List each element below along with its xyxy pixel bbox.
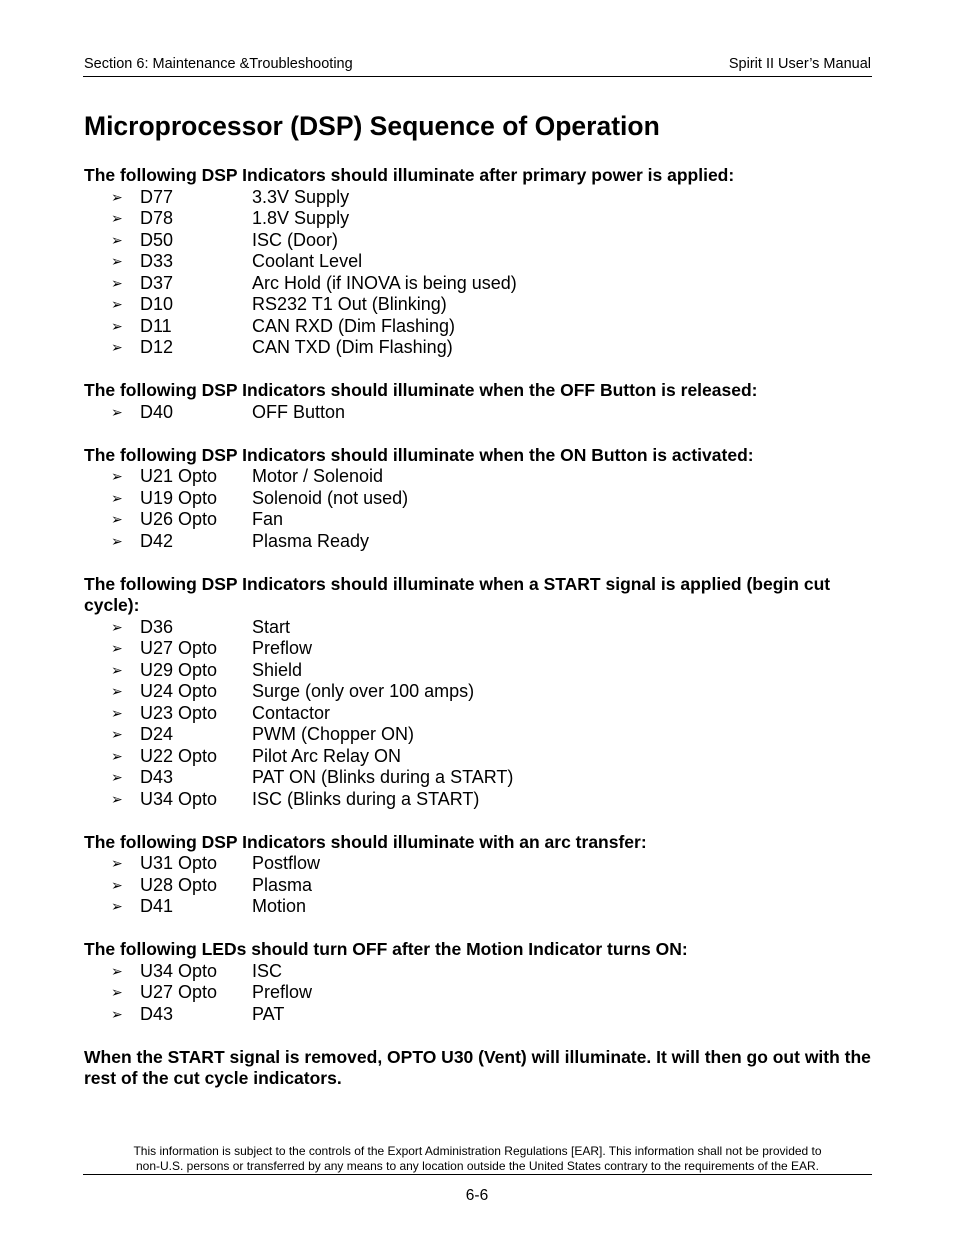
list-item — [84, 509, 874, 531]
indicator-description: Surge (only over 100 amps) — [252, 681, 475, 701]
indicator-code: U24 Opto — [140, 681, 218, 701]
arrow-bullet-icon: ➢ — [111, 661, 123, 678]
closing-note: When the START signal is removed, OPTO U30 (Vent) will illuminate. It will then go out with the rest of the cut cycle indicators. — [84, 1046, 871, 1088]
indicator-code: D11 — [140, 315, 172, 336]
indicator-list — [84, 853, 874, 918]
page-number: 6-6 — [465, 1187, 489, 1204]
list-item — [84, 187, 874, 209]
indicator-description: Fan — [252, 509, 284, 529]
indicator-section — [84, 939, 874, 1025]
list-item — [84, 337, 874, 359]
arrow-bullet-icon: ➢ — [111, 898, 123, 914]
list-item — [84, 294, 874, 316]
arrow-bullet-icon: ➢ — [111, 317, 123, 334]
arrow-bullet-icon: ➢ — [111, 231, 123, 248]
arrow-bullet-icon: ➢ — [111, 489, 123, 506]
list-item — [84, 853, 874, 875]
arrow-bullet-icon: ➢ — [111, 188, 123, 205]
indicator-code: D41 — [140, 896, 174, 916]
indicator-description: Start — [252, 616, 291, 637]
section-heading: The following DSP Indicators should illuminate when a START signal is applied (begin cut cycle): — [84, 573, 831, 615]
arrow-bullet-icon: ➢ — [111, 511, 123, 527]
indicator-section — [84, 574, 874, 811]
arrow-bullet-icon: ➢ — [111, 296, 123, 312]
page-header — [83, 56, 872, 77]
indicator-code: D33 — [140, 251, 174, 271]
indicator-code: D50 — [140, 229, 174, 250]
indicator-code: U19 Opto — [140, 487, 218, 508]
indicator-code: U27 Opto — [140, 638, 218, 658]
indicator-code: U22 Opto — [140, 745, 218, 766]
indicator-description: CAN TXD (Dim Flashing) — [252, 337, 453, 357]
indicator-code: U21 Opto — [140, 466, 218, 486]
arrow-bullet-icon: ➢ — [111, 403, 123, 420]
arrow-bullet-icon: ➢ — [111, 640, 123, 656]
arrow-bullet-icon: ➢ — [111, 532, 123, 549]
indicator-description: 3.3V Supply — [252, 186, 350, 207]
indicator-code: U23 Opto — [140, 702, 218, 723]
arrow-bullet-icon: ➢ — [111, 855, 123, 871]
list-item — [84, 875, 874, 897]
indicator-description: ISC — [252, 960, 283, 981]
list-item — [84, 402, 874, 424]
indicator-description: ISC (Door) — [252, 229, 339, 250]
arrow-bullet-icon: ➢ — [111, 747, 123, 764]
arrow-bullet-icon: ➢ — [111, 253, 123, 269]
indicator-description: Preflow — [252, 982, 313, 1002]
list-item — [84, 466, 874, 488]
indicator-description: 1.8V Supply — [252, 208, 350, 228]
list-item — [84, 617, 874, 639]
list-item — [84, 961, 874, 983]
list-item — [84, 638, 874, 660]
indicator-description: Pilot Arc Relay ON — [252, 745, 402, 766]
indicator-section — [84, 380, 874, 423]
indicator-section — [84, 832, 874, 918]
page-title: Microprocessor (DSP) Sequence of Operation — [84, 111, 660, 141]
arrow-bullet-icon: ➢ — [111, 274, 123, 291]
indicator-description: CAN RXD (Dim Flashing) — [252, 315, 456, 336]
list-item — [84, 251, 874, 273]
indicator-description: Motion — [252, 896, 307, 916]
indicator-list — [84, 187, 874, 359]
section-heading: The following DSP Indicators should illuminate when the OFF Button is released: — [84, 380, 758, 400]
indicator-sections — [84, 165, 874, 1025]
arrow-bullet-icon: ➢ — [111, 769, 123, 785]
list-item — [84, 896, 874, 918]
section-heading: The following DSP Indicators should illuminate after primary power is applied: — [84, 165, 735, 185]
list-item — [84, 1004, 874, 1026]
indicator-code: U26 Opto — [140, 509, 218, 529]
indicator-section — [84, 165, 874, 359]
export-notice-line-2: non-U.S. persons or transferred by any means to any location outside the United States contrary to the requirements of the EAR. — [135, 1158, 820, 1173]
list-item — [84, 703, 874, 725]
indicator-section — [84, 445, 874, 553]
indicator-code: U29 Opto — [140, 659, 218, 680]
indicator-description: Shield — [252, 659, 303, 680]
arrow-bullet-icon: ➢ — [111, 1005, 123, 1022]
indicator-code: D36 — [140, 616, 174, 637]
document-body — [84, 165, 874, 1090]
arrow-bullet-icon: ➢ — [111, 790, 123, 807]
indicator-code: U31 Opto — [140, 853, 218, 873]
indicator-description: ISC (Blinks during a START) — [252, 788, 480, 809]
arrow-bullet-icon: ➢ — [111, 339, 123, 355]
header-manual-title: Spirit II User’s Manual — [728, 56, 871, 72]
list-item — [84, 767, 874, 789]
list-item — [84, 316, 874, 338]
indicator-code: D40 — [140, 401, 174, 422]
section-heading: The following DSP Indicators should illuminate when the ON Button is activated: — [84, 444, 754, 465]
arrow-bullet-icon: ➢ — [111, 618, 123, 635]
indicator-code: U34 Opto — [140, 960, 218, 981]
section-heading: The following DSP Indicators should illuminate with an arc transfer: — [84, 831, 647, 852]
indicator-list — [84, 402, 874, 424]
export-notice — [83, 1144, 872, 1175]
list-item — [84, 208, 874, 230]
indicator-description: PAT ON (Blinks during a START) — [252, 767, 514, 787]
indicator-code: U27 Opto — [140, 982, 218, 1002]
list-item — [84, 789, 874, 811]
indicator-description: RS232 T1 Out (Blinking) — [252, 294, 447, 314]
indicator-description: Postflow — [252, 853, 321, 873]
section-heading: The following LEDs should turn OFF after the Motion Indicator turns ON: — [84, 939, 688, 959]
indicator-code: D10 — [140, 294, 174, 314]
indicator-description: Plasma — [252, 874, 313, 895]
arrow-bullet-icon: ➢ — [111, 984, 123, 1000]
arrow-bullet-icon: ➢ — [111, 210, 123, 226]
indicator-code: D42 — [140, 530, 174, 551]
indicator-code: D24 — [140, 724, 174, 744]
list-item — [84, 724, 874, 746]
indicator-code: D37 — [140, 272, 174, 293]
indicator-code: D43 — [140, 1003, 174, 1024]
list-item — [84, 982, 874, 1004]
arrow-bullet-icon: ➢ — [111, 962, 123, 979]
list-item — [84, 273, 874, 295]
header-section-title: Section 6: Maintenance &Troubleshooting — [84, 56, 353, 72]
list-item — [84, 488, 874, 510]
indicator-code: D43 — [140, 767, 174, 787]
indicator-description: Contactor — [252, 702, 331, 723]
indicator-description: Arc Hold (if INOVA is being used) — [252, 272, 517, 293]
list-item — [84, 681, 874, 703]
arrow-bullet-icon: ➢ — [111, 704, 123, 721]
indicator-description: OFF Button — [252, 401, 346, 422]
arrow-bullet-icon: ➢ — [111, 876, 123, 893]
indicator-description: Motor / Solenoid — [252, 466, 384, 486]
indicator-list — [84, 466, 874, 552]
arrow-bullet-icon: ➢ — [111, 468, 123, 484]
indicator-code: D77 — [140, 186, 174, 207]
arrow-bullet-icon: ➢ — [111, 683, 123, 699]
indicator-list — [84, 961, 874, 1026]
indicator-code: D12 — [140, 337, 174, 357]
indicator-description: PAT — [252, 1003, 285, 1024]
indicator-description: Coolant Level — [252, 251, 363, 271]
indicator-description: Plasma Ready — [252, 530, 370, 551]
list-item — [84, 531, 874, 553]
indicator-code: U34 Opto — [140, 788, 218, 809]
list-item — [84, 230, 874, 252]
indicator-code: D78 — [140, 208, 174, 228]
arrow-bullet-icon: ➢ — [111, 726, 123, 742]
indicator-code: U28 Opto — [140, 874, 218, 895]
list-item — [84, 746, 874, 768]
export-notice-line-1: This information is subject to the controls of the Export Administration Regulations [EAR]. This information shall not be provided to — [133, 1144, 822, 1158]
indicator-description: PWM (Chopper ON) — [252, 724, 415, 744]
indicator-description: Solenoid (not used) — [252, 487, 409, 508]
indicator-description: Preflow — [252, 638, 313, 658]
list-item — [84, 660, 874, 682]
indicator-list — [84, 617, 874, 811]
